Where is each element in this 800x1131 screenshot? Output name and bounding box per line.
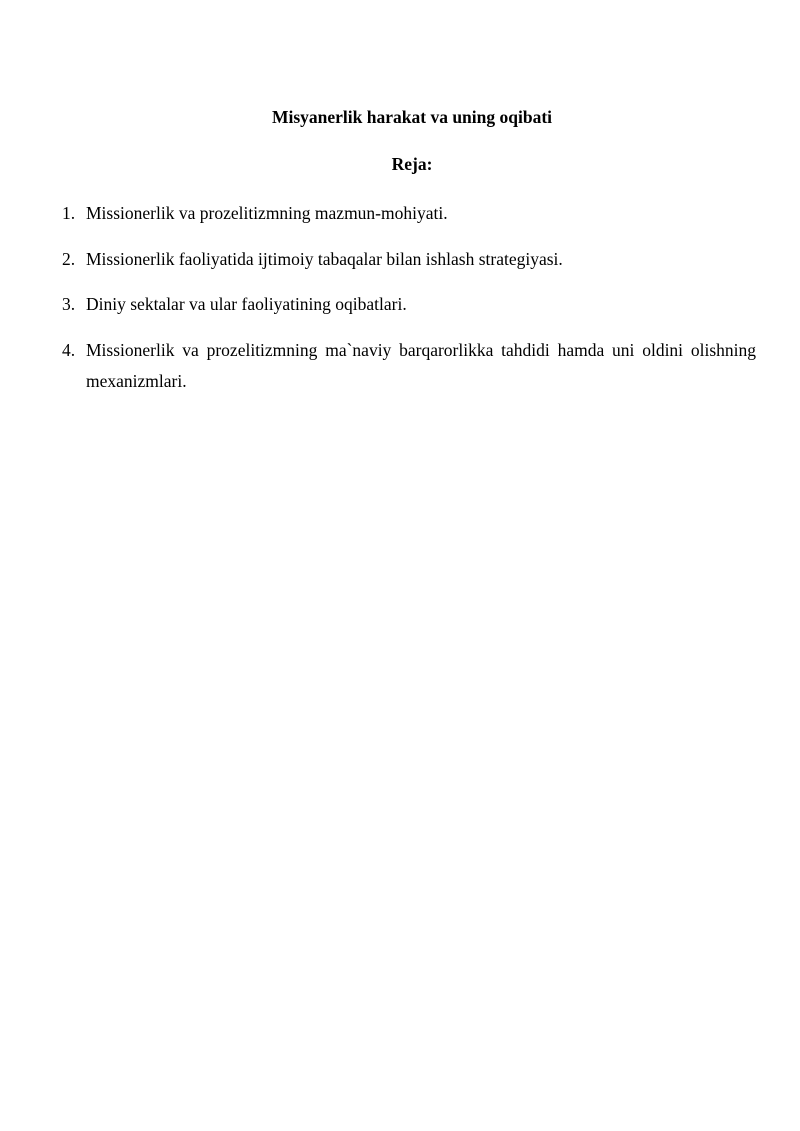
document-title: Misyanerlik harakat va uning oqibati	[271, 107, 553, 127]
plan-item-4	[62, 335, 756, 398]
plan-item-text: Diniy sektalar va ular faoliyatining oqibatlari.	[86, 294, 407, 314]
plan-item-2	[62, 244, 756, 276]
plan-item-text: Missionerlik va prozelitizmning ma`naviy barqarorlikka tahdidi hamda uni oldini olishning mexanizmlari.	[86, 339, 756, 391]
plan-item-number: 2.	[62, 248, 76, 269]
plan-item-number: 1.	[62, 203, 76, 223]
plan-item-number: 3.	[62, 294, 76, 314]
plan-heading: Reja:	[391, 154, 433, 174]
plan-item-3	[62, 289, 756, 321]
plan-item-text: Missionerlik faoliyatida ijtimoiy tabaqalar bilan ishlash strategiyasi.	[86, 248, 563, 269]
plan-item-number: 4.	[62, 339, 76, 360]
plan-item-1	[62, 198, 756, 230]
plan-item-text: Missionerlik va prozelitizmning mazmun-mohiyati.	[86, 203, 448, 223]
plan-list	[62, 198, 756, 412]
